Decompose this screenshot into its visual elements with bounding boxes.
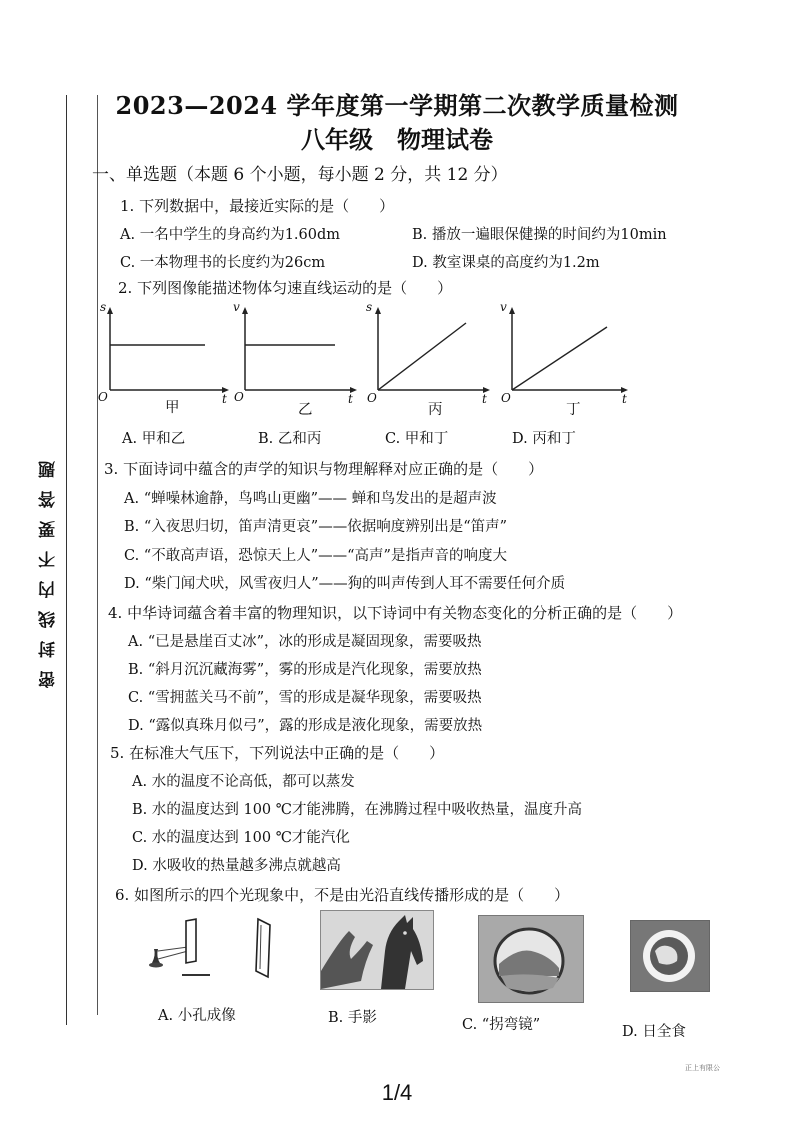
graph-yi-ylabel: v <box>233 300 240 314</box>
question-6-stem: 6. 如图所示的四个光现象中，不是由光沿直线传播形成的是（ ） <box>115 886 570 904</box>
question-5-option-b: B. 水的温度达到 100 ℃才能沸腾，在沸腾过程中吸收热量，温度升高 <box>132 802 582 818</box>
question-5-option-a: A. 水的温度不论高低，都可以蒸发 <box>132 774 355 790</box>
binding-line-outer <box>66 95 67 1025</box>
question-6-option-a: A. 小孔成像 <box>158 1008 236 1024</box>
graph-yi-origin: O <box>234 390 244 404</box>
graph-ding-xlabel: t <box>622 392 627 406</box>
graph-ding-ylabel: v <box>500 300 507 314</box>
graph-bing-xlabel: t <box>482 392 487 406</box>
question-3-option-a: A. “蝉噪林逾静，鸟鸣山更幽”—— 蝉和鸟发出的是超声波 <box>124 491 497 507</box>
question-2-option-c: C. 甲和丁 <box>385 431 449 447</box>
question-3-option-d: D. “柴门闻犬吠，风雪夜归人”——狗的叫声传到人耳不需要任何介质 <box>124 576 566 592</box>
graph-jia-xlabel: t <box>222 392 227 406</box>
seal-notice: 密封线内不要答题 <box>39 448 59 688</box>
graph-yi-xlabel: t <box>348 392 353 406</box>
question-4-stem: 4. 中华诗词蕴含着丰富的物理知识，以下诗词中有关物态变化的分析正确的是（ ） <box>108 604 683 622</box>
solar-eclipse-photo <box>630 920 710 992</box>
question-2-stem: 2. 下列图像能描述物体匀速直线运动的是（ ） <box>118 279 453 297</box>
question-4-option-b: B. “斜月沉沉藏海雾”，雾的形成是汽化现象，需要放热 <box>128 662 482 678</box>
question-6-option-b: B. 手影 <box>328 1010 377 1026</box>
graph-bing-ylabel: s <box>366 300 373 314</box>
question-1-option-b: B. 播放一遍眼保健操的时间约为10min <box>412 227 667 243</box>
question-2-option-b: B. 乙和丙 <box>258 431 322 447</box>
corner-mark: 正上有限公 <box>685 1065 720 1072</box>
question-3-option-c: C. “不敢高声语，恐惊天上人”——“高声”是指声音的响度大 <box>124 548 507 564</box>
question-1-option-a: A. 一名中学生的身高约为1.60dm <box>120 227 341 243</box>
question-3-stem: 3. 下面诗词中蕴含的声学的知识与物理解释对应正确的是（ ） <box>104 460 544 478</box>
exam-title: 2023—2024 学年度第一学期第二次教学质量检测 <box>115 91 679 120</box>
hand-shadow-photo <box>320 910 434 990</box>
question-4-option-c: C. “雪拥蓝关马不前”，雪的形成是凝华现象，需要吸热 <box>128 690 482 706</box>
question-4-option-d: D. “露似真珠月似弓”，露的形成是液化现象，需要放热 <box>128 718 483 734</box>
question-3-option-b: B. “入夜思归切，笛声清更哀”——依据响度辨别出是“笛声” <box>124 519 508 535</box>
graph-jia-ylabel: s <box>100 300 107 314</box>
section-heading: 一、单选题（本题 6 个小题，每小题 2 分，共 12 分） <box>92 165 508 185</box>
hand-shadow-drawing <box>321 911 433 989</box>
question-1-stem: 1. 下列数据中，最接近实际的是（ ） <box>120 197 395 215</box>
solar-eclipse-drawing <box>631 921 709 991</box>
pinhole-camera-figure <box>140 915 290 989</box>
graph-bing-name: 丙 <box>428 402 443 418</box>
convex-mirror-drawing <box>479 916 583 1002</box>
exam-subtitle: 八年级 物理试卷 <box>301 125 493 154</box>
graph-ding-origin: O <box>501 391 511 405</box>
question-6-option-c: C. “拐弯镜” <box>462 1017 541 1033</box>
graph-jia-origin: O <box>98 390 108 404</box>
question-5-option-c: C. 水的温度达到 100 ℃才能汽化 <box>132 830 350 846</box>
question-5-option-d: D. 水吸收的热量越多沸点就越高 <box>132 858 341 874</box>
graph-jia-name: 甲 <box>165 400 180 416</box>
binding-line-inner <box>97 95 98 1015</box>
page-number: 1/4 <box>381 1080 413 1105</box>
question-4-option-a: A. “已是悬崖百丈冰”，冰的形成是凝固现象，需要吸热 <box>128 634 482 650</box>
question-2-option-d: D. 丙和丁 <box>512 431 576 447</box>
question-6-option-d: D. 日全食 <box>622 1024 686 1040</box>
question-2-option-a: A. 甲和乙 <box>122 431 186 447</box>
convex-mirror-photo <box>478 915 584 1003</box>
graph-bing-origin: O <box>367 391 377 405</box>
pinhole-camera-drawing <box>140 915 290 985</box>
question-1-option-c: C. 一本物理书的长度约为26cm <box>120 255 326 271</box>
question-5-stem: 5. 在标准大气压下，下列说法中正确的是（ ） <box>110 744 445 762</box>
graph-ding-name: 丁 <box>566 402 581 418</box>
question-1-option-d: D. 教室课桌的高度约为1.2m <box>412 255 600 271</box>
graph-yi-name: 乙 <box>298 402 313 418</box>
